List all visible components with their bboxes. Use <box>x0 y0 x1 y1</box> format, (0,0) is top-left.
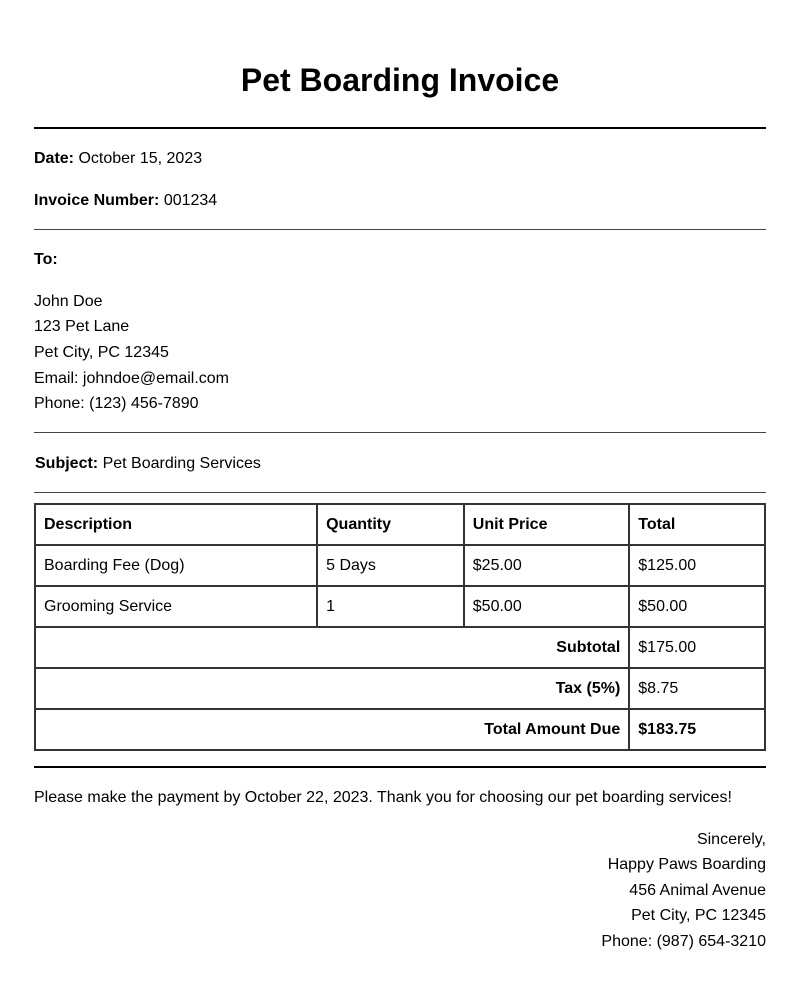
divider <box>34 766 766 768</box>
total-due-row <box>35 709 765 750</box>
invoice-number <box>34 191 217 211</box>
tax-value: $8.75 <box>629 668 765 709</box>
date-value: October 15, 2023 <box>78 150 203 167</box>
date-label: Date: <box>34 150 75 167</box>
sender-company: Happy Paws Boarding <box>607 856 766 873</box>
recipient-label: To: <box>34 251 58 268</box>
item-quantity: 1 <box>317 586 464 627</box>
recipient-street: 123 Pet Lane <box>34 318 130 335</box>
item-description: Grooming Service <box>35 586 317 627</box>
subject-line <box>35 454 261 474</box>
tax-row <box>35 668 765 709</box>
recipient-phone: Phone: (123) 456-7890 <box>34 395 199 412</box>
recipient-city: Pet City, PC 12345 <box>34 344 169 361</box>
total-due-label: Total Amount Due <box>35 709 629 750</box>
item-total: $125.00 <box>629 545 765 586</box>
subtotal-value: $175.00 <box>629 627 765 668</box>
total-due-value: $183.75 <box>629 709 765 750</box>
closing-salutation: Sincerely, <box>696 831 766 848</box>
column-header-quantity: Quantity <box>317 504 464 545</box>
invoice-items-table <box>34 503 766 751</box>
subtotal-label: Subtotal <box>35 627 629 668</box>
invoice-title: Pet Boarding Invoice <box>240 62 560 98</box>
payment-note: Please make the payment by October 22, 2023. Thank you for choosing our pet boarding services! <box>34 789 732 806</box>
table-row <box>35 586 765 627</box>
column-header-description: Description <box>35 504 317 545</box>
item-total: $50.00 <box>629 586 765 627</box>
divider <box>34 492 766 493</box>
subject-label: Subject: <box>35 455 99 472</box>
invoice-number-label: Invoice Number: <box>34 192 160 209</box>
subject-value: Pet Boarding Services <box>102 455 261 472</box>
column-header-unit-price: Unit Price <box>464 504 630 545</box>
sender-phone: Phone: (987) 654-3210 <box>601 933 766 950</box>
tax-label: Tax (5%) <box>35 668 629 709</box>
invoice-date <box>34 149 202 169</box>
table-header-row <box>35 504 765 545</box>
sender-city: Pet City, PC 12345 <box>631 907 766 924</box>
recipient-email: Email: johndoe@email.com <box>34 370 229 387</box>
divider <box>34 127 766 129</box>
item-quantity: 5 Days <box>317 545 464 586</box>
recipient-name: John Doe <box>34 293 103 310</box>
item-description: Boarding Fee (Dog) <box>35 545 317 586</box>
item-unit-price: $50.00 <box>464 586 630 627</box>
invoice-number-value: 001234 <box>163 192 218 209</box>
subtotal-row <box>35 627 765 668</box>
item-unit-price: $25.00 <box>464 545 630 586</box>
table-row <box>35 545 765 586</box>
divider <box>34 229 766 230</box>
divider <box>34 432 766 433</box>
sender-street: 456 Animal Avenue <box>629 882 766 899</box>
column-header-total: Total <box>629 504 765 545</box>
